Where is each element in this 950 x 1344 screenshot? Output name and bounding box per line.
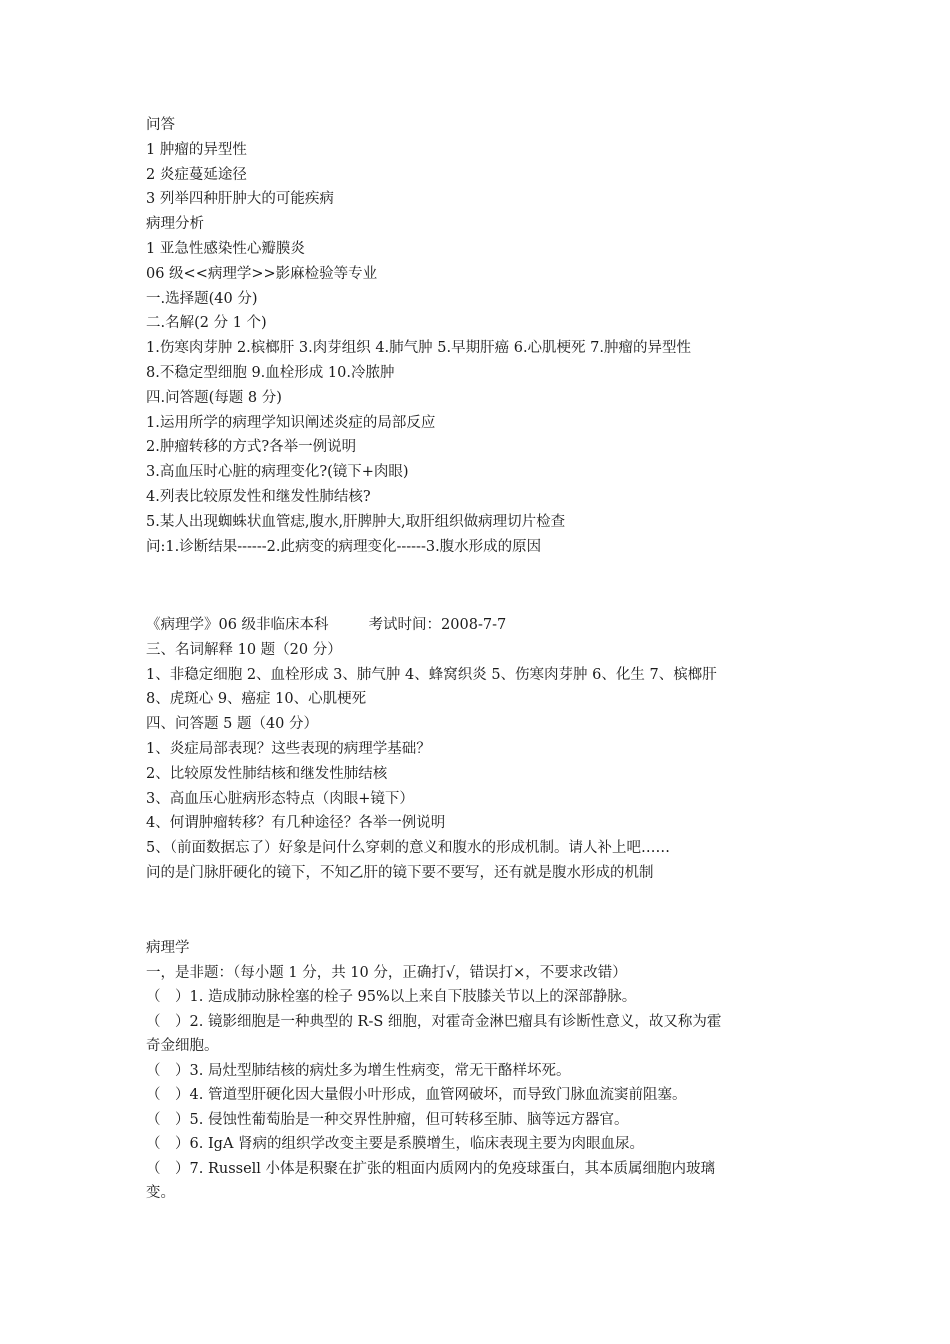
text-line: （ ）3. 局灶型肺结核的病灶多为增生性病变，常无干酪样坏死。 bbox=[146, 1062, 571, 1079]
text-line: 1 亚急性感染性心瓣膜炎 bbox=[146, 240, 305, 257]
text-line: 5、（前面数据忘了）好象是问什么穿刺的意义和腹水的形成机制。请人补上吧…… bbox=[146, 840, 670, 857]
text-line: 8.不稳定型细胞 9.血栓形成 10.冷脓肿 bbox=[146, 364, 395, 381]
text-line: 问:1.诊断结果------2.此病变的病理变化------3.腹水形成的原因 bbox=[146, 538, 542, 555]
text-line: 3.高血压时心脏的病理变化?(镜下+肉眼) bbox=[146, 464, 409, 481]
text-line: 四.问答题(每题 8 分) bbox=[146, 389, 282, 406]
text-line: 4.列表比较原发性和继发性肺结核? bbox=[146, 488, 371, 505]
text-line: （ ）6. IgA 肾病的组织学改变主要是系膜增生，临床表现主要为肉眼血尿。 bbox=[146, 1136, 645, 1152]
section-header bbox=[146, 613, 826, 638]
text-line: 1.运用所学的病理学知识阐述炎症的局部反应 bbox=[146, 414, 436, 431]
text-line: 问答 bbox=[146, 117, 175, 133]
exam-section-1 bbox=[146, 113, 826, 559]
text-line: 2、比较原发性肺结核和继发性肺结核 bbox=[146, 765, 388, 782]
text-line: 三、名词解释 10 题（20 分） bbox=[146, 641, 342, 658]
text-line: （ ）4. 管道型肝硬化因大量假小叶形成，血管网破坏，而导致门脉血流窦前阻塞。 bbox=[146, 1087, 687, 1103]
text-line: 变。 bbox=[146, 1185, 175, 1201]
text-line: 病理分析 bbox=[146, 216, 204, 233]
text-line: 奇金细胞。 bbox=[146, 1038, 219, 1054]
text-line: 5.某人出现蜘蛛状血管痣,腹水,肝脾肿大,取肝组织做病理切片检查 bbox=[146, 513, 566, 530]
text-line: 1、炎症局部表现？这些表现的病理学基础？ bbox=[146, 740, 431, 757]
exam-section-3 bbox=[146, 936, 826, 1206]
text-line: 1 肿瘤的异型性 bbox=[146, 141, 247, 158]
text-line: 2 炎症蔓延途径 bbox=[146, 166, 247, 183]
text-line: 一，是非题：（每小题 1 分，共 10 分，正确打√，错误打×，不要求改错） bbox=[146, 964, 627, 981]
text-line: （ ）7. Russell 小体是积聚在扩张的粗面内质网内的免疫球蛋白，其本质属细胞内玻璃 bbox=[146, 1160, 716, 1177]
text-line: 3 列举四种肝肿大的可能疾病 bbox=[146, 191, 334, 208]
text-line: 二.名解(2 分 1 个) bbox=[146, 315, 267, 332]
text-line: 1、非稳定细胞 2、血栓形成 3、肺气肿 4、蜂窝织炎 5、伤寒肉芽肿 6、化生 7、槟榔肝 bbox=[146, 666, 717, 683]
text-line: （ ）5. 侵蚀性葡萄胎是一种交界性肿瘤，但可转移至肺、脑等远方器官。 bbox=[146, 1111, 629, 1128]
text-line: 06 级<<病理学>>影麻检验等专业 bbox=[146, 265, 378, 282]
text-line: 病理学 bbox=[146, 940, 190, 956]
text-line: 2.肿瘤转移的方式?各举一例说明 bbox=[146, 439, 357, 456]
text-line: 8、虎斑心 9、癌症 10、心肌梗死 bbox=[146, 691, 367, 708]
text-line: 问的是门脉肝硬化的镜下，不知乙肝的镜下要不要写，还有就是腹水形成的机制 bbox=[146, 864, 654, 881]
text-line: （ ）2. 镜影细胞是一种典型的 R-S 细胞，对霍奇金淋巴瘤具有诊断性意义，故又称为霍 bbox=[146, 1013, 722, 1030]
text-line: 四、问答题 5 题（40 分） bbox=[146, 716, 319, 733]
text-line: 4、何谓肿瘤转移？有几种途径？各举一例说明 bbox=[146, 815, 446, 832]
text-line: 1.伤寒肉芽肿 2.槟榔肝 3.肉芽组织 4.肺气肿 5.早期肝癌 6.心肌梗死 7.肿瘤的异型性 bbox=[146, 340, 691, 357]
exam-date: 考试时间：2008-7-7 bbox=[368, 617, 507, 633]
course-title: 《病理学》06 级非临床本科 bbox=[146, 617, 329, 633]
text-line: 一.选择题(40 分) bbox=[146, 290, 258, 307]
text-line: （ ）1. 造成肺动脉栓塞的栓子 95%以上来自下肢膝关节以上的深部静脉。 bbox=[146, 989, 637, 1005]
exam-section-2 bbox=[146, 613, 826, 886]
text-line: 3、高血压心脏病形态特点（肉眼+镜下） bbox=[146, 790, 414, 807]
